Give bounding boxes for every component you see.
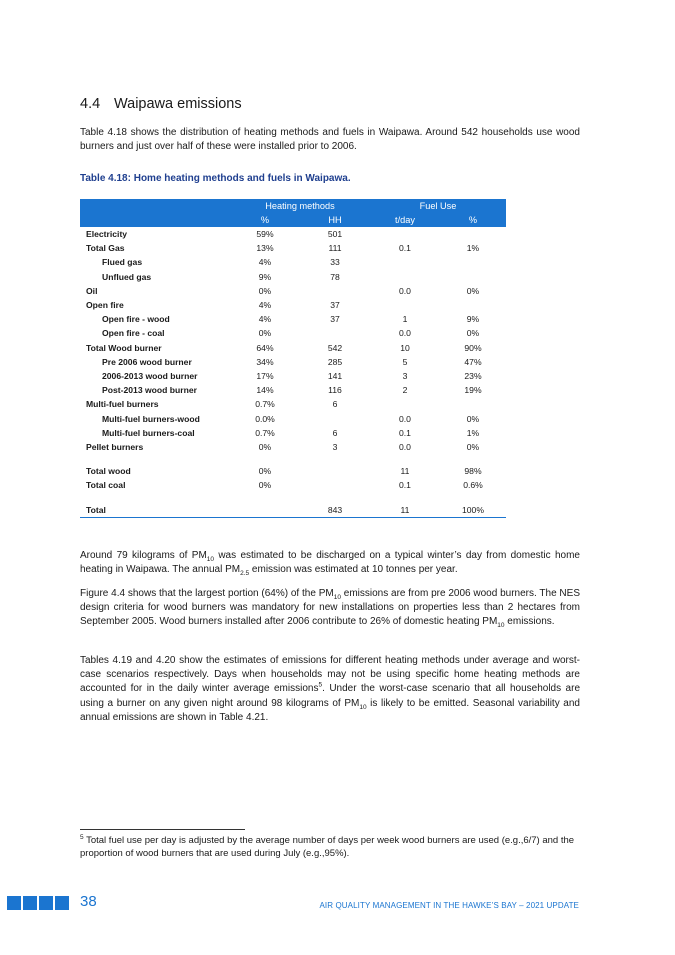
cell-fuel-pct: 23% — [464, 370, 482, 381]
cell-pct: 9% — [258, 271, 272, 282]
table-row — [80, 502, 506, 517]
cell-hh — [300, 478, 370, 492]
cell-pct: 0% — [258, 480, 272, 491]
cell-hh: 6 — [332, 427, 338, 438]
cell-pct: 0% — [258, 285, 272, 296]
cell-hh: 542 — [327, 342, 343, 353]
cell-tday: 1 — [402, 314, 408, 325]
cell-fuel-pct — [440, 270, 506, 284]
cell-fuel-pct — [440, 298, 506, 312]
section-heading — [80, 96, 242, 112]
table-row — [80, 241, 506, 255]
table-row — [80, 369, 506, 383]
cell-fuel-pct — [440, 227, 506, 241]
table-row — [80, 341, 506, 355]
paragraph-pm10-estimate: Around 79 kilograms of $PM_{10}$ was estimated to be discharged on a typical winter’s day from domestic home heating in Waipawa. The annual $PM_{2.5}$ emission was estimated at 10 tonnes per year. — [80, 550, 580, 578]
col-header-pct: % — [230, 213, 300, 227]
row-label: Open fire - wood — [102, 314, 170, 325]
cell-hh: 3 — [332, 441, 338, 452]
cell-fuel-pct: 9% — [466, 314, 480, 325]
cell-fuel-pct — [440, 397, 506, 411]
table-row — [80, 383, 506, 397]
table-row — [80, 426, 506, 440]
cell-pct: 59% — [256, 229, 274, 240]
cell-tday: 0.0 — [399, 328, 411, 339]
group-fuel-use: Fuel Use — [370, 199, 506, 213]
cell-tday — [370, 227, 440, 241]
page-number: 38 — [80, 893, 97, 910]
cell-fuel-pct: 98% — [464, 466, 482, 477]
cell-pct: 4% — [258, 314, 272, 325]
cell-hh: 37 — [330, 314, 340, 325]
cell-pct: 4% — [258, 300, 272, 311]
cell-fuel-pct — [440, 255, 506, 269]
cell-fuel-pct: 19% — [464, 385, 482, 396]
table-body — [80, 227, 506, 517]
row-label: Total coal — [86, 480, 126, 491]
cell-pct — [230, 502, 300, 517]
cell-hh: 78 — [330, 271, 340, 282]
cell-pct: 0% — [258, 328, 272, 339]
cell-tday: 0.1 — [399, 427, 411, 438]
cell-hh: 116 — [328, 385, 342, 396]
table-row — [80, 298, 506, 312]
cell-hh — [300, 284, 370, 298]
footnote-mark: 5 — [80, 833, 84, 841]
cell-fuel-pct: 0% — [466, 328, 480, 339]
cell-fuel-pct: 47% — [464, 356, 482, 367]
row-label: Open fire — [86, 300, 124, 311]
cell-hh: 6 — [332, 399, 338, 410]
paragraph-figure-reference: Figure 4.4 shows that the largest portion (64%) of the $PM_{10}$ emissions are from pre 2006 wood burners. The NES design criteria for wood burners was mandatory for new installations on properties less than 2 hectares from September 2005. Wood burners installed after 2006 contribute to 26% of domestic heating $PM_{10}$ emissions. — [80, 588, 580, 630]
table-group-header — [80, 199, 506, 213]
running-footer: AIR QUALITY MANAGEMENT IN THE HAWKE’S BAY – 2021 UPDATE — [319, 901, 579, 910]
cell-hh: 37 — [330, 300, 340, 311]
cell-fuel-pct: 1% — [466, 243, 480, 254]
table-row — [80, 326, 506, 340]
col-header-tday: t/day — [370, 213, 440, 227]
table-row — [80, 270, 506, 284]
row-label: Post-2013 wood burner — [102, 385, 198, 396]
table-row — [80, 227, 506, 241]
cell-hh — [300, 326, 370, 340]
footnote — [80, 834, 580, 860]
cell-fuel-pct: 90% — [464, 342, 482, 353]
table-column-header — [80, 213, 506, 227]
cell-tday — [370, 298, 440, 312]
table-row — [80, 478, 506, 492]
row-label: Multi-fuel burners-coal — [102, 427, 195, 438]
table-row — [80, 312, 506, 326]
cell-pct: 64% — [256, 342, 274, 353]
table-row — [80, 255, 506, 269]
table-row — [80, 397, 506, 411]
footnote-ref[interactable]: 5 — [318, 682, 323, 690]
row-label: 2006-2013 wood burner — [102, 370, 198, 381]
row-label: Flued gas — [102, 257, 143, 268]
row-label: Open fire - coal — [102, 328, 165, 339]
cell-hh: 141 — [327, 370, 343, 381]
cell-pct: 17% — [256, 370, 274, 381]
row-label: Total wood — [86, 466, 131, 477]
cell-tday: 0.1 — [399, 243, 411, 254]
row-label: Pre 2006 wood burner — [102, 356, 192, 367]
table-row — [80, 440, 506, 454]
table-caption: Table 4.18: Home heating methods and fuels in Waipawa. — [80, 173, 351, 184]
cell-tday: 0.0 — [399, 413, 411, 424]
cell-tday: 11 — [370, 502, 440, 517]
row-label: Multi-fuel burners-wood — [102, 413, 200, 424]
cell-fuel-pct: 0.6% — [463, 480, 483, 491]
cell-fuel-pct: 1% — [466, 427, 480, 438]
table-row — [80, 355, 506, 369]
cell-hh: 501 — [327, 229, 343, 240]
footnote-text: Total fuel use per day is adjusted by the average number of days per week wood burners are used (e.g.,6/7) and the proportion of wood burners that are used during July (e.g.,95%). — [80, 835, 575, 859]
table-spacer — [80, 454, 506, 464]
cell-pct: 0.0% — [255, 413, 275, 424]
table-row — [80, 464, 506, 478]
row-label: Total Wood burner — [86, 342, 162, 353]
heating-table — [80, 199, 506, 518]
row-label: Multi-fuel burners — [86, 399, 159, 410]
cell-tday: 3 — [402, 370, 408, 381]
col-header-hh: HH — [300, 213, 370, 227]
cell-hh — [300, 464, 370, 478]
cell-fuel-pct: 0% — [466, 285, 480, 296]
cell-tday: 10 — [400, 342, 410, 353]
cell-hh — [300, 411, 370, 425]
row-label: Pellet burners — [86, 441, 144, 452]
paragraph-scenarios: Tables 4.19 and 4.20 show the estimates of emissions for different heating methods under average and worst-case scenarios respectively. Days when households may not be using specific home heating methods are accounted for in the daily winter average emissions$^5$. Under the worst-case scenario that all households are using a burner on any given night around 98 kilograms of $PM_{10}$ is likely to be emitted. Seasonal variability and annual emissions are shown in Table 4.21. — [80, 655, 581, 723]
cell-hh: 33 — [330, 257, 340, 268]
row-label: Total Gas — [86, 243, 125, 254]
row-label: Total — [80, 502, 230, 517]
cell-pct: 0% — [258, 441, 272, 452]
cell-tday — [370, 255, 440, 269]
cell-hh: 111 — [328, 243, 342, 254]
cell-tday — [370, 397, 440, 411]
table-spacer — [80, 492, 506, 502]
cell-tday: 0.0 — [399, 285, 411, 296]
table-row — [80, 411, 506, 425]
cell-tday: 5 — [402, 356, 408, 367]
cell-hh: 843 — [300, 502, 370, 517]
cell-pct: 0.7% — [255, 399, 275, 410]
cell-tday: 2 — [402, 385, 408, 396]
cell-fuel-pct: 0% — [466, 441, 480, 452]
row-label: Unflued gas — [102, 271, 152, 282]
cell-tday: 11 — [400, 466, 410, 477]
footer-squares-decoration — [7, 896, 69, 910]
table-row — [80, 284, 506, 298]
footnote-divider — [80, 829, 245, 830]
cell-tday: 0.1 — [399, 480, 411, 491]
group-heating-methods: Heating methods — [230, 199, 370, 213]
section-title: Waipawa emissions — [114, 96, 242, 112]
col-header-fuel-pct: % — [440, 213, 506, 227]
cell-pct: 4% — [258, 257, 272, 268]
cell-tday: 0.0 — [399, 441, 411, 452]
cell-pct: 0% — [258, 466, 272, 477]
cell-pct: 14% — [256, 385, 274, 396]
cell-pct: 13% — [256, 243, 274, 254]
cell-pct: 0.7% — [255, 427, 275, 438]
intro-paragraph: Table 4.18 shows the distribution of heating methods and fuels in Waipawa. Around 542 households use wood burners and just over half of these were installed prior to 2006. — [80, 127, 580, 153]
cell-fuel-pct: 0% — [466, 413, 480, 424]
row-label: Electricity — [86, 229, 128, 240]
cell-tday — [370, 270, 440, 284]
section-number: 4.4 — [80, 96, 101, 112]
row-label: Oil — [86, 285, 98, 296]
cell-hh: 285 — [327, 356, 343, 367]
cell-fuel-pct: 100% — [440, 502, 506, 517]
cell-pct: 34% — [256, 356, 274, 367]
